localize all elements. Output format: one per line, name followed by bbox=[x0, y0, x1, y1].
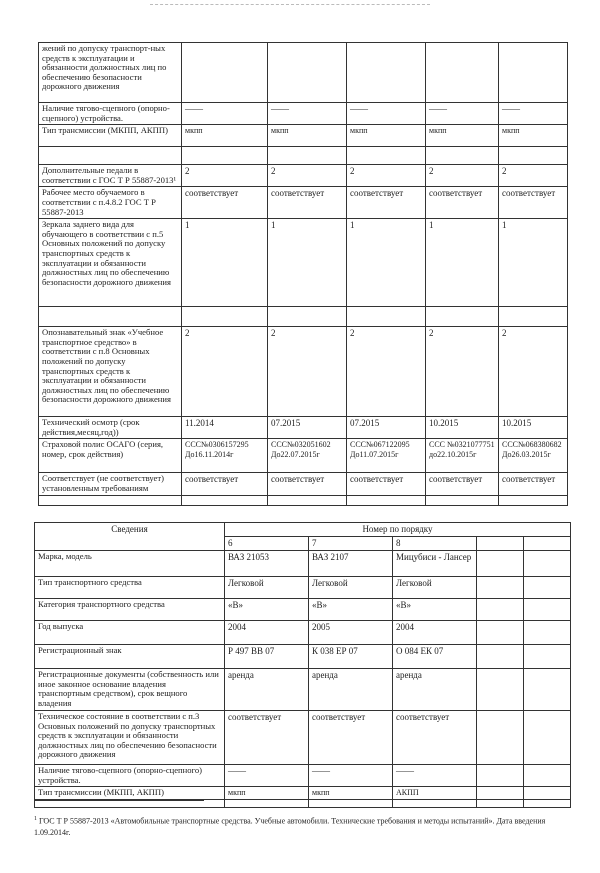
table-cell: ССС №0321077751 до22.10.2015г bbox=[426, 439, 499, 473]
table-row bbox=[35, 645, 571, 669]
table-cell bbox=[524, 669, 571, 711]
table-cell: мкпп bbox=[499, 125, 568, 147]
table-row bbox=[39, 417, 568, 439]
table-cell: 2 bbox=[182, 327, 268, 417]
table-cell bbox=[499, 147, 568, 165]
table-cell: К 038 ЕР 07 bbox=[309, 645, 393, 669]
table-cell: мкпп bbox=[347, 125, 426, 147]
row-label: Регистрационные документы (собственность или иное законное основание владения транспортным средством), срок вещного владения bbox=[35, 669, 225, 711]
row-label bbox=[39, 307, 182, 327]
row-label bbox=[39, 147, 182, 165]
table-cell: соответствует bbox=[225, 711, 309, 765]
row-label: Тип транспортного средства bbox=[35, 577, 225, 599]
footnote bbox=[34, 814, 570, 838]
table-row bbox=[39, 147, 568, 165]
column-number: 8 bbox=[393, 537, 477, 551]
table-row bbox=[35, 599, 571, 621]
column-number: 6 bbox=[225, 537, 309, 551]
table-cell: «В» bbox=[225, 599, 309, 621]
table-cell: соответствует bbox=[426, 473, 499, 495]
table-row bbox=[39, 187, 568, 219]
table-cell: —— bbox=[393, 765, 477, 787]
row-label: Опознавательный знак «Учебное транспортное средство» в соответствии с п.8 Основных положений по допуску транспортных средств к эксплуатации и обязанности должностных лиц по обеспечению безопасности дорожного движения bbox=[39, 327, 182, 417]
table-cell bbox=[477, 669, 524, 711]
table-cell: 2 bbox=[426, 165, 499, 187]
table-cell: мкпп bbox=[225, 787, 309, 800]
row-label: Марка, модель bbox=[35, 551, 225, 577]
table-cell: 1 bbox=[347, 219, 426, 307]
table-row bbox=[39, 219, 568, 307]
table-cell bbox=[499, 43, 568, 103]
scan-artifact-line bbox=[150, 4, 430, 9]
table-cell: 1 bbox=[426, 219, 499, 307]
table-cell: 2004 bbox=[393, 621, 477, 645]
table-cell: Р 497 ВВ 07 bbox=[225, 645, 309, 669]
table-cell: соответствует bbox=[347, 473, 426, 495]
table-cell: —— bbox=[347, 103, 426, 125]
table-cell bbox=[477, 645, 524, 669]
table-cell bbox=[426, 43, 499, 103]
row-label: Категория транспортного средства bbox=[35, 599, 225, 621]
table-cell bbox=[268, 147, 347, 165]
row-label: Страховой полис ОСАГО (серия, номер, срок действия) bbox=[39, 439, 182, 473]
table-header-row bbox=[35, 523, 571, 537]
column-number bbox=[477, 537, 524, 551]
vehicle-table bbox=[34, 522, 571, 808]
table-row bbox=[39, 103, 568, 125]
table-cell bbox=[524, 765, 571, 787]
column-header-label: Сведения bbox=[35, 523, 225, 551]
table-cell bbox=[347, 43, 426, 103]
table-cell: —— bbox=[499, 103, 568, 125]
row-label: Техническое состояние в соответствии с п.3 Основных положений по допуску транспортных средств к эксплуатации и обязанности должностных лиц по обеспечению безопасности дорожного движения bbox=[35, 711, 225, 765]
table-row bbox=[39, 125, 568, 147]
table-cell: соответствует bbox=[499, 187, 568, 219]
column-header-group: Номер по порядку bbox=[225, 523, 571, 537]
row-label: Регистрационный знак bbox=[35, 645, 225, 669]
row-label: Зеркала заднего вида для обучающего в соответствии с п.5 Основных положений по допуску транспортных средств к эксплуатации и обязанности должностных лиц по обеспечению безопасности дорожного движения bbox=[39, 219, 182, 307]
table-cell: соответствует bbox=[268, 473, 347, 495]
table-cell: соответствует bbox=[499, 473, 568, 495]
table-cell: соответствует bbox=[393, 711, 477, 765]
table-row bbox=[39, 165, 568, 187]
table-cell: 2005 bbox=[309, 621, 393, 645]
table-cell: соответствует bbox=[347, 187, 426, 219]
table-cell: аренда bbox=[225, 669, 309, 711]
footnote-mark: 1 bbox=[34, 816, 37, 822]
table-cell: ССС№067122095 До11.07.2015г bbox=[347, 439, 426, 473]
table-cell bbox=[477, 765, 524, 787]
table-cell: соответствует bbox=[426, 187, 499, 219]
table-cell: «В» bbox=[309, 599, 393, 621]
table-cell: —— bbox=[268, 103, 347, 125]
table-cell: мкпп bbox=[182, 125, 268, 147]
footnote-divider bbox=[34, 800, 204, 801]
table-row bbox=[39, 43, 568, 103]
table-cell bbox=[182, 147, 268, 165]
table-cell: мкпп bbox=[426, 125, 499, 147]
footnote-text: ГОС Т Р 55887-2013 «Автомобильные транспортные средства. Учебные автомобили. Технические требования и методы испытаний». Дата введения 1.09.2014г. bbox=[34, 816, 546, 837]
row-label: жений по допуску транспорт-ных средств к эксплуатации и обязанности должностных лиц по обеспечению безопасности дорожного движения bbox=[39, 43, 182, 103]
table-cell bbox=[426, 307, 499, 327]
table-cell: 1 bbox=[499, 219, 568, 307]
table-cell bbox=[182, 43, 268, 103]
row-label: Год выпуска bbox=[35, 621, 225, 645]
table-cell: —— bbox=[426, 103, 499, 125]
table-cell: 2 bbox=[268, 327, 347, 417]
table-cell bbox=[477, 577, 524, 599]
table-cell: 2004 bbox=[225, 621, 309, 645]
row-label: Технический осмотр (срок действия,месяц,год)) bbox=[39, 417, 182, 439]
table-cell: 2 bbox=[499, 327, 568, 417]
table-cell: ССС№068380682 До26.03.2015г bbox=[499, 439, 568, 473]
table-cell: соответствует bbox=[182, 187, 268, 219]
table-cell: 1 bbox=[182, 219, 268, 307]
row-label: Дополнительные педали в соответствии с ГОС Т Р 55887-2013¹ bbox=[39, 165, 182, 187]
table-cell: 2 bbox=[268, 165, 347, 187]
table-cell: Легковой bbox=[309, 577, 393, 599]
table-row bbox=[35, 621, 571, 645]
table-cell bbox=[268, 307, 347, 327]
table-cell bbox=[524, 645, 571, 669]
row-label: Наличие тягово-сцепного (опорно-сцепного) устройства. bbox=[35, 765, 225, 787]
table-cell: 2 bbox=[426, 327, 499, 417]
table-cell: Легковой bbox=[225, 577, 309, 599]
table-row bbox=[39, 473, 568, 495]
table-cell: соответствует bbox=[268, 187, 347, 219]
table-cell: ВАЗ 2107 bbox=[309, 551, 393, 577]
table-cell: 2 bbox=[347, 165, 426, 187]
table-cell bbox=[524, 551, 571, 577]
table-cell: Мицубиси - Лансер bbox=[393, 551, 477, 577]
table-cell: соответствует bbox=[309, 711, 393, 765]
table-cell bbox=[347, 147, 426, 165]
table-cell bbox=[524, 577, 571, 599]
table-row bbox=[39, 327, 568, 417]
table-row bbox=[39, 495, 568, 505]
table-cell: 2 bbox=[182, 165, 268, 187]
table-cell: «В» bbox=[393, 599, 477, 621]
table-cell: 07.2015 bbox=[347, 417, 426, 439]
table-cell bbox=[477, 711, 524, 765]
table-cell: ССС№032051602 До22.07.2015г bbox=[268, 439, 347, 473]
table-row bbox=[35, 787, 571, 800]
table-cell: 10.2015 bbox=[426, 417, 499, 439]
column-number bbox=[524, 537, 571, 551]
table-cell bbox=[477, 551, 524, 577]
table-row bbox=[35, 711, 571, 765]
table-cell: —— bbox=[309, 765, 393, 787]
table-row bbox=[35, 577, 571, 599]
table-cell: мкпп bbox=[268, 125, 347, 147]
row-label: Соответствует (не соответствует) установленным требованиям bbox=[39, 473, 182, 495]
table-cell bbox=[524, 787, 571, 800]
table-cell bbox=[477, 599, 524, 621]
table-row bbox=[39, 307, 568, 327]
table-cell: 1 bbox=[268, 219, 347, 307]
table-cell bbox=[499, 307, 568, 327]
table-cell bbox=[268, 43, 347, 103]
table-cell bbox=[182, 307, 268, 327]
table-cell: Легковой bbox=[393, 577, 477, 599]
row-label: Рабочее место обучаемого в соответствии с п.4.8.2 ГОС Т Р 55887-2013 bbox=[39, 187, 182, 219]
table-cell bbox=[477, 787, 524, 800]
table-cell: аренда bbox=[309, 669, 393, 711]
column-number: 7 bbox=[309, 537, 393, 551]
table-cell: 2 bbox=[499, 165, 568, 187]
table-row bbox=[39, 439, 568, 473]
table-cell bbox=[524, 711, 571, 765]
table-cell: 2 bbox=[347, 327, 426, 417]
table-row bbox=[35, 551, 571, 577]
row-label: Тип трансмиссии (МКПП, АКПП) bbox=[35, 787, 225, 800]
table-row bbox=[35, 765, 571, 787]
row-label: Тип трансмиссии (МКПП, АКПП) bbox=[39, 125, 182, 147]
table-cell: ВАЗ 21053 bbox=[225, 551, 309, 577]
table-cell: О 084 ЕК 07 bbox=[393, 645, 477, 669]
table-cell bbox=[524, 599, 571, 621]
table-cell bbox=[477, 621, 524, 645]
table-cell: 11.2014 bbox=[182, 417, 268, 439]
vehicle-table-continued bbox=[38, 42, 568, 506]
table-cell: аренда bbox=[393, 669, 477, 711]
table-cell bbox=[524, 621, 571, 645]
table-cell: ССС№0306157295 До16.11.2014г bbox=[182, 439, 268, 473]
table-row bbox=[35, 669, 571, 711]
table-cell: 10.2015 bbox=[499, 417, 568, 439]
table-cell: мкпп bbox=[309, 787, 393, 800]
table-cell: 07.2015 bbox=[268, 417, 347, 439]
table-cell bbox=[426, 147, 499, 165]
table-cell: —— bbox=[182, 103, 268, 125]
table-cell: АКПП bbox=[393, 787, 477, 800]
table-cell: —— bbox=[225, 765, 309, 787]
table-cell: соответствует bbox=[182, 473, 268, 495]
table-cell bbox=[347, 307, 426, 327]
row-label: Наличие тягово-сцепного (опорно-сцепного) устройства. bbox=[39, 103, 182, 125]
